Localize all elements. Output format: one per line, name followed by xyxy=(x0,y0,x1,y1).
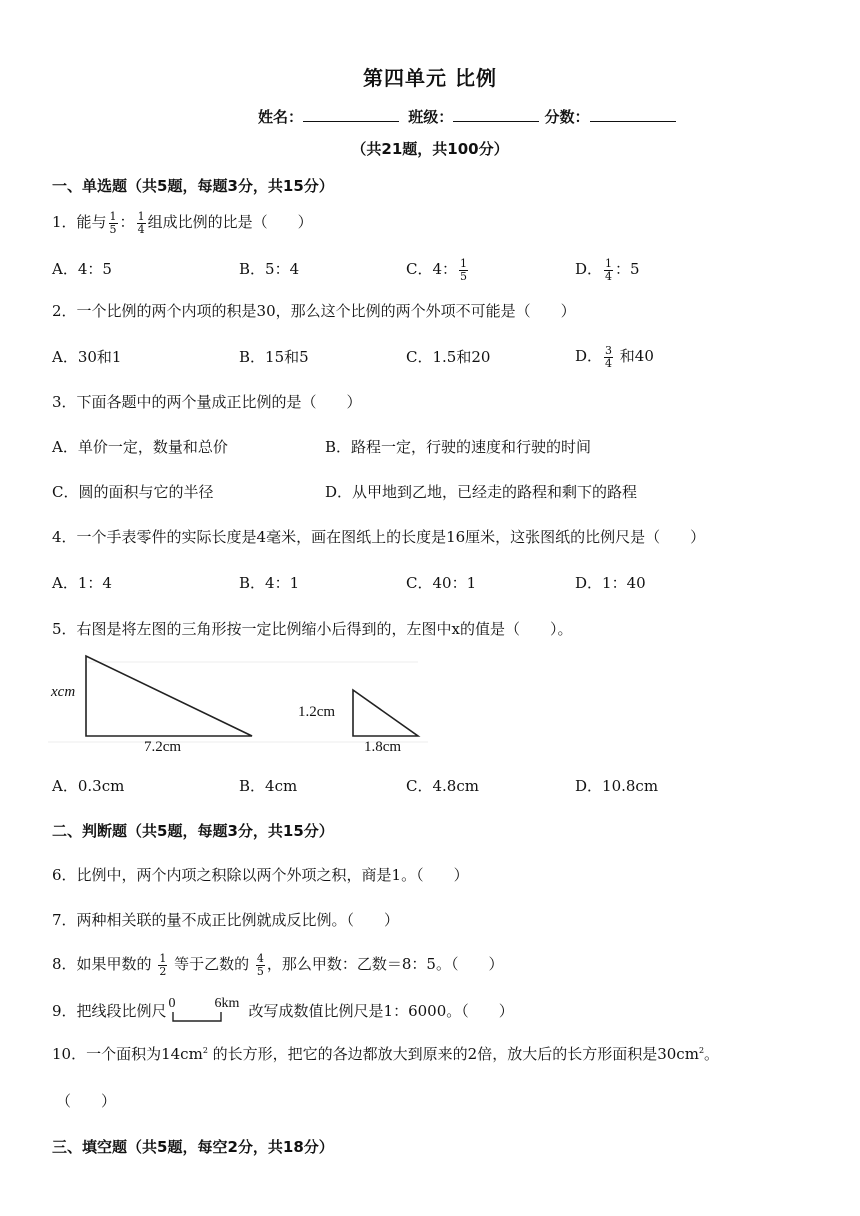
q2-d-suffix: 和40 xyxy=(615,347,654,365)
q10-middle: 的长方形，把它的各边都放大到原来的2倍，放大后的长方形面积是30cm xyxy=(207,1045,699,1063)
q1-fraction-1 xyxy=(109,211,118,236)
name-label: 姓名： xyxy=(258,108,304,126)
q2-option-a[interactable]: A．30和1 xyxy=(52,348,122,366)
class-label: 班级： xyxy=(408,108,454,126)
q1-f2-num: 1 xyxy=(137,209,145,223)
q4-option-a[interactable]: A．1：4 xyxy=(52,574,112,592)
q9-scale-start: 0 xyxy=(168,996,176,1011)
question-5: 5．右图是将左图的三角形按一定比例缩小后得到的，左图中x的值是（ ）。 xyxy=(52,620,573,638)
q4-option-c[interactable]: C．40：1 xyxy=(406,574,477,592)
q1-c-fraction xyxy=(459,258,468,283)
q1-c-den: 5 xyxy=(460,269,468,283)
exam-summary: （共21题，共100分） xyxy=(351,140,509,158)
q2-option-b[interactable]: B．15和5 xyxy=(239,348,309,366)
q1-c-prefix: C．4： xyxy=(406,260,458,278)
q2-d-prefix: D． xyxy=(575,347,603,365)
q10-prefix: 10．一个面积为14cm xyxy=(52,1045,203,1063)
q5-option-b[interactable]: B．4cm xyxy=(239,777,298,795)
q2-d-fraction xyxy=(604,345,613,370)
question-10 xyxy=(52,1043,719,1064)
q2-option-d[interactable] xyxy=(575,339,654,373)
q8-f2-num: 4 xyxy=(256,951,264,965)
q9-scale-end: 6km xyxy=(214,996,240,1011)
score-blank xyxy=(590,107,676,122)
q10-sup-1: 2 xyxy=(202,1046,208,1055)
q8-prefix: 8．如果甲数的 xyxy=(52,955,157,973)
q3-option-a[interactable]: A．单价一定，数量和总价 xyxy=(52,438,228,456)
q1-d-den: 4 xyxy=(605,269,613,283)
name-blank xyxy=(303,107,399,122)
q3-option-d[interactable]: D．从甲地到乙地，已经走的路程和剩下的路程 xyxy=(325,483,638,501)
class-blank xyxy=(453,107,539,122)
score-label: 分数： xyxy=(544,108,590,126)
q8-f1-den: 2 xyxy=(159,964,167,978)
q3-option-c[interactable]: C．圆的面积与它的半径 xyxy=(52,483,214,501)
q5-left-height-label: xcm xyxy=(51,684,76,700)
q8-mid: 等于乙数的 xyxy=(169,955,254,973)
q9-scale-bar xyxy=(167,996,249,1022)
q5-right-base-label: 1.8cm xyxy=(364,739,402,755)
question-8 xyxy=(52,947,503,981)
q8-fraction-1 xyxy=(158,953,167,978)
q9-prefix: 9．把线段比例尺 xyxy=(52,1002,167,1020)
question-2: 2．一个比例的两个内项的积是30，那么这个比例的两个外项不可能是（ ） xyxy=(52,302,576,320)
q1-d-prefix: D． xyxy=(575,260,603,278)
q5-option-c[interactable]: C．4.8cm xyxy=(406,777,479,795)
q4-option-b[interactable]: B．4：1 xyxy=(239,574,300,592)
q1-f1-num: 1 xyxy=(109,209,117,223)
q5-option-d[interactable]: D．10.8cm xyxy=(575,777,659,795)
q10-answer-paren: （ ） xyxy=(56,1092,117,1110)
q9-suffix: 改写成数值比例尺是1：6000。（ ） xyxy=(248,1002,514,1020)
page-title: 第四单元 比例 xyxy=(363,66,497,90)
section-heading-fill-in: 三、填空题（共5题，每空2分，共18分） xyxy=(52,1138,334,1156)
large-triangle xyxy=(86,656,252,736)
q1-c-num: 1 xyxy=(460,256,468,270)
q5-option-a[interactable]: A．0.3cm xyxy=(52,777,125,795)
q5-left-base-label: 7.2cm xyxy=(144,739,182,755)
q1-fraction-2 xyxy=(137,211,146,236)
q1-colon: ： xyxy=(119,213,135,231)
question-3: 3．下面各题中的两个量成正比例的是（ ） xyxy=(52,393,362,411)
q1-prefix: 1．能与 xyxy=(52,213,107,231)
q4-option-d[interactable]: D．1：40 xyxy=(575,574,646,592)
question-9 xyxy=(52,996,514,1022)
q3-option-b[interactable]: B．路程一定，行驶的速度和行驶的时间 xyxy=(325,438,592,456)
question-6: 6．比例中，两个内项之积除以两个外项之积，商是1。（ ） xyxy=(52,866,469,884)
q1-d-fraction xyxy=(604,258,613,283)
q2-d-den: 4 xyxy=(605,356,613,370)
q8-f2-den: 5 xyxy=(256,964,264,978)
q5-right-height-label: 1.2cm xyxy=(298,704,336,720)
q10-sup-2: 2 xyxy=(698,1046,705,1055)
q8-fraction-2 xyxy=(256,953,265,978)
section-heading-judgement: 二、判断题（共5题，每题3分，共15分） xyxy=(52,822,334,840)
q10-suffix: 。 xyxy=(704,1045,720,1063)
q1-d-suffix: ：5 xyxy=(615,260,640,278)
q8-suffix: ，那么甲数：乙数＝8：5。（ ） xyxy=(266,955,504,973)
q1-d-num: 1 xyxy=(605,256,613,270)
question-7: 7．两种相关联的量不成正比例就成反比例。（ ） xyxy=(52,911,400,929)
q1-option-b[interactable]: B．5：4 xyxy=(239,260,300,278)
q8-f1-num: 1 xyxy=(159,951,167,965)
q1-suffix: 组成比例的比是（ ） xyxy=(147,213,313,231)
question-4: 4．一个手表零件的实际长度是4毫米，画在图纸上的长度是16厘米，这张图纸的比例尺是（ ） xyxy=(52,528,706,546)
question-1 xyxy=(52,205,313,239)
section-heading-choice: 一、单选题（共5题，每题3分，共15分） xyxy=(52,177,334,195)
q1-option-c[interactable] xyxy=(406,252,470,286)
q1-option-a[interactable]: A．4：5 xyxy=(52,260,112,278)
student-info-row xyxy=(258,106,676,127)
q2-option-c[interactable]: C．1.5和20 xyxy=(406,348,491,366)
small-triangle xyxy=(353,690,418,736)
q9-scale-line xyxy=(167,1010,249,1024)
q2-d-num: 3 xyxy=(605,343,613,357)
q1-f2-den: 4 xyxy=(137,222,145,236)
q1-option-d[interactable] xyxy=(575,252,640,286)
q1-f1-den: 5 xyxy=(109,222,117,236)
